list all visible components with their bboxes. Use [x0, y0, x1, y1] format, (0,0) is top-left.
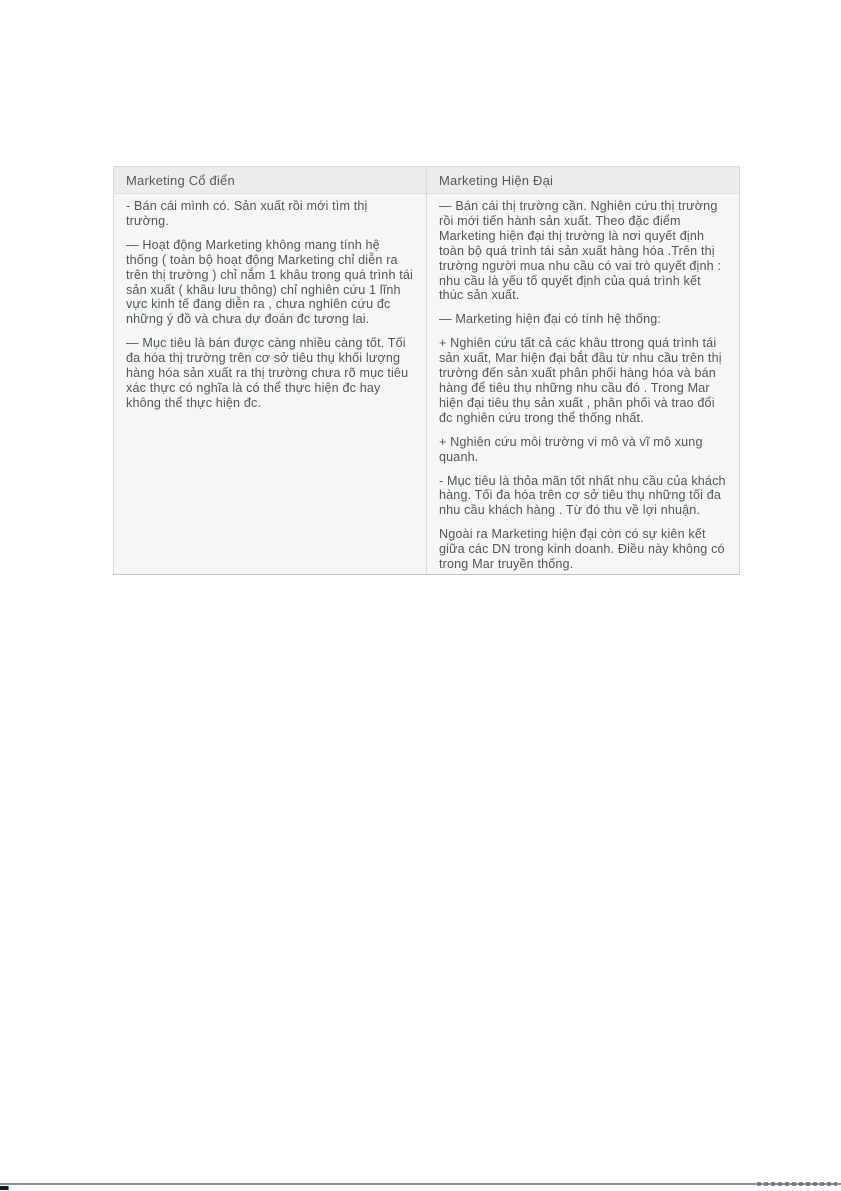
modern-paragraph: — Marketing hiện đại có tính hệ thống: — [439, 312, 662, 327]
classic-paragraph: - Bán cái mình có. Sản xuất rồi mới tìm thị trường. — [126, 199, 368, 228]
classic-paragraph: — Mục tiêu là bán được càng nhiều càng tốt. Tối đa hóa thị trường trên cơ sở tiêu thụ khối lượng hàng hóa sản xuất ra thị trường chưa rõ mục tiêu xác thực có nghĩa là có thể thực hiện đc hay không thể thực hiện đc. — [126, 336, 409, 410]
table-body-row — [114, 194, 739, 574]
classic-paragraph: — Hoạt động Marketing không mang tính hệ thống ( toàn bộ hoạt động Marketing chỉ diễn ra trên thị trường ) chỉ nắm 1 khâu trong quá trình tái sản xuất ( khâu lưu thông) chỉ nghiên cứu 1 lĩnh vực kinh tế đang diễn ra , chưa nghiên cứu đc những ý đồ và chưa dự đoán đc tương lai. — [126, 237, 414, 327]
modern-paragraph: - Mục tiêu là thỏa mãn tốt nhất nhu cầu của khách hàng. Tối đa hóa trên cơ sở tiêu thụ những tối đa nhu cầu khách hàng . Từ đó thu về lợi nhuận. — [439, 473, 726, 518]
marketing-comparison-table — [113, 166, 740, 575]
modern-paragraph: — Bán cái thị trường cần. Nghiên cứu thị trường rồi mới tiến hành sản xuất. Theo đặc điểm Marketing hiện đại thị trường là nơi quyết định toàn bộ quá trình tái sản xuất hàng hóa .Trên thị trường người mua nhu cầu có vai trò quyết định : nhu cầu là yếu tố quyết định của quá trình kết thúc sản xuất. — [439, 199, 722, 303]
modern-paragraph: Ngoài ra Marketing hiện đại còn có sự kiên kết giữa các DN trong kinh doanh. Điều này không có trong Mar truyền thống. — [439, 527, 725, 572]
footer-fineprint-artifact — [757, 1182, 837, 1186]
modern-paragraph: + Nghiên cứu môi trường vi mô và vĩ mô xung quanh. — [439, 434, 703, 464]
page-bottom-rule — [0, 1183, 841, 1185]
corner-artifact — [0, 1186, 9, 1190]
table-header-row — [114, 167, 739, 194]
modern-marketing-cell — [426, 194, 739, 574]
column-header-classic-marketing: Marketing Cổ điển — [126, 173, 235, 188]
column-header-modern-marketing: Marketing Hiện Đại — [426, 167, 739, 193]
classic-marketing-cell — [114, 194, 426, 574]
modern-paragraph: + Nghiên cứu tất cả các khâu ttrong quá trình tái sản xuất, Mar hiện đại bắt đầu từ nhu cầu trên thị trường đến sản xuất phân phối hàng hóa và bán hàng để tiêu thụ những nhu cầu đó . Trong Mar hiện đại tiêu thụ sản xuất , phân phối và trao đổi đc nghiên cứu trong thể thống nhất. — [439, 336, 722, 425]
